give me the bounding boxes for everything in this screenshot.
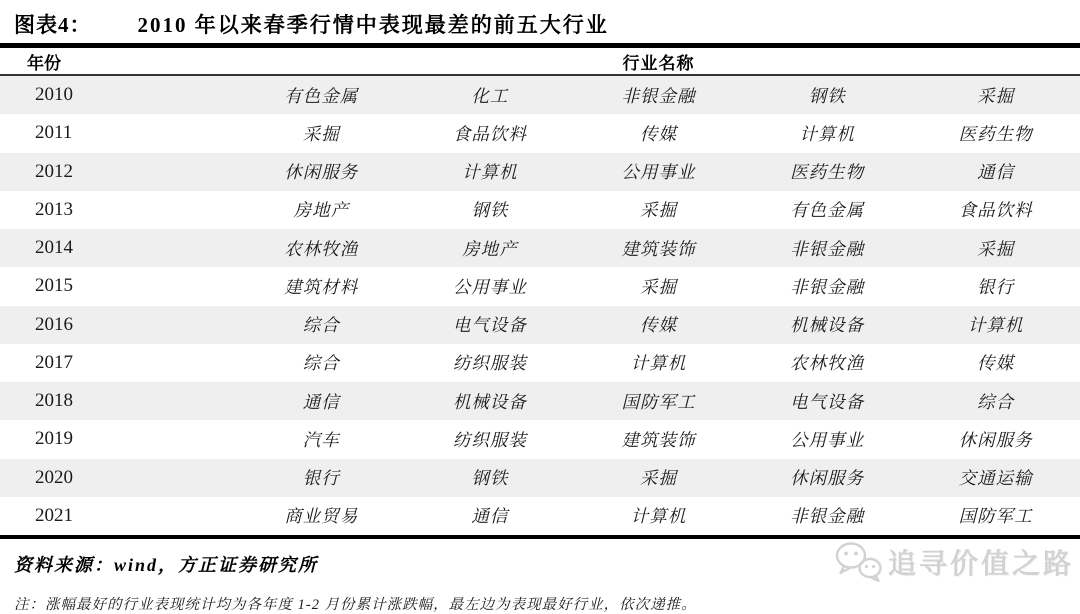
year-cell: 2012 [35,160,73,182]
year-cell: 2011 [35,122,73,144]
industry-cell-4: 医药生物 [790,162,865,183]
source-note: 资料来源：wind，方正证券研究所 [14,555,319,575]
industry-cell-3: 国防军工 [621,391,696,412]
table-row [0,344,1080,382]
table-row [0,306,1080,344]
industry-cell-1: 综合 [302,315,340,336]
figure-number: 图表4： [14,13,92,37]
industry-cell-2: 食品饮料 [452,123,527,144]
industry-cell-1: 汽车 [302,429,340,450]
industry-cell-4: 公用事业 [790,429,865,450]
table-body [0,76,1080,535]
industry-cell-2: 纺织服装 [452,429,527,450]
industry-cell-3: 计算机 [630,506,687,527]
industry-cell-4: 电气设备 [790,391,865,412]
year-column-header: 年份 [27,53,61,73]
industry-cell-1: 有色金属 [284,85,359,106]
table-row [0,267,1080,305]
industry-cell-3: 非银金融 [621,85,696,106]
industry-cell-2: 计算机 [462,162,518,183]
industry-cell-1: 农林牧渔 [284,238,359,259]
industry-cell-5: 银行 [977,276,1015,297]
industry-cell-2: 机械设备 [452,391,527,412]
industry-cell-2: 化工 [471,85,509,106]
table-header-row [0,48,1080,76]
industry-cell-4: 钢铁 [808,85,846,106]
table-row [0,153,1080,191]
industry-cell-5: 传媒 [977,353,1015,374]
industry-cell-3: 采掘 [639,468,677,489]
industry-cell-5: 综合 [977,391,1015,412]
industry-cell-4: 非银金融 [790,276,865,297]
year-cell: 2016 [35,313,73,335]
year-cell: 2013 [35,198,73,220]
year-cell: 2015 [35,275,73,297]
industry-cell-4: 计算机 [799,123,855,144]
industry-cell-1: 商业贸易 [284,506,359,527]
industry-cell-4: 非银金融 [790,238,865,259]
industry-cell-3: 建筑装饰 [621,238,696,259]
industry-cell-5: 国防军工 [958,506,1033,527]
industry-cell-4: 农林牧渔 [790,353,865,374]
industry-cell-1: 采掘 [302,123,340,144]
industry-cell-3: 传媒 [639,123,677,144]
industry-cell-4: 机械设备 [790,315,865,336]
industry-cell-1: 休闲服务 [284,162,359,183]
industry-cell-4: 有色金属 [790,200,865,221]
industry-cell-2: 钢铁 [471,468,509,489]
year-cell: 2018 [35,390,73,412]
footnote: 注：涨幅最好的行业表现统计均为各年度 1-2 月份累计涨跌幅，最左边为表现最好行业，依次递推。 [14,597,697,613]
table-row [0,420,1080,458]
year-cell: 2017 [35,351,73,373]
year-cell: 2010 [35,84,73,106]
year-cell: 2021 [35,504,73,526]
industry-cell-3: 采掘 [639,276,677,297]
industry-cell-2: 纺织服装 [452,353,527,374]
industry-cell-2: 房地产 [462,238,518,259]
table-row [0,497,1080,535]
industry-column-header: 行业名称 [622,53,695,73]
table-row [0,114,1080,152]
table-row [0,229,1080,267]
figure-title-text: 2010 年以来春季行情中表现最差的前五大行业 [137,13,609,37]
industry-table [0,43,1080,539]
industry-cell-5: 通信 [977,162,1015,183]
industry-cell-2: 钢铁 [471,200,509,221]
year-cell: 2014 [35,237,73,259]
industry-cell-3: 计算机 [630,353,687,374]
industry-cell-4: 非银金融 [790,506,865,527]
industry-cell-4: 休闲服务 [790,468,865,489]
industry-cell-5: 采掘 [977,85,1015,106]
industry-cell-3: 传媒 [639,315,677,336]
industry-cell-1: 房地产 [293,200,350,221]
industry-cell-5: 交通运输 [958,468,1033,489]
industry-cell-5: 计算机 [967,315,1024,336]
industry-cell-3: 公用事业 [621,162,696,183]
industry-cell-1: 通信 [302,391,340,412]
industry-cell-2: 公用事业 [452,276,527,297]
industry-cell-1: 综合 [302,353,340,374]
industry-cell-3: 采掘 [639,200,677,221]
table-row [0,382,1080,420]
watermark-text: 追寻价值之路 [887,549,1074,580]
table-row [0,459,1080,497]
industry-cell-2: 通信 [471,506,509,527]
year-cell: 2020 [35,466,73,488]
industry-cell-5: 食品饮料 [958,200,1033,221]
table-row [0,191,1080,229]
year-cell: 2019 [35,428,73,450]
industry-cell-5: 采掘 [977,238,1015,259]
industry-cell-3: 建筑装饰 [621,429,696,450]
industry-cell-1: 建筑材料 [284,276,359,297]
industry-cell-1: 银行 [302,468,340,489]
figure-title [0,0,1080,43]
industry-cell-2: 电气设备 [452,315,527,336]
industry-cell-5: 休闲服务 [958,429,1033,450]
industry-cell-5: 医药生物 [958,123,1033,144]
table-row [0,76,1080,114]
